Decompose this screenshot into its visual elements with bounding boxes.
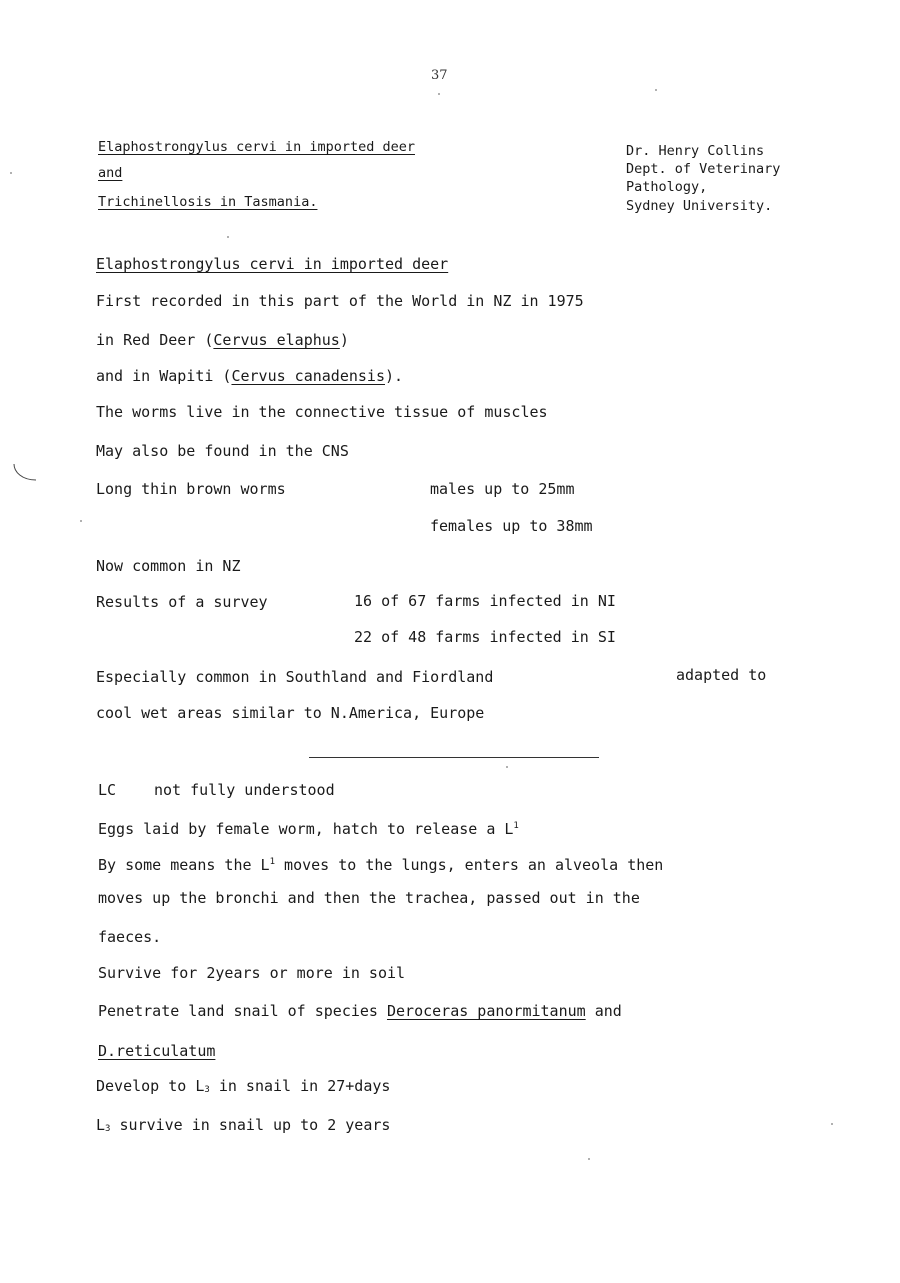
scan-speck — [227, 236, 229, 238]
penetrate-species: Deroceras panormitanum — [386, 1002, 586, 1020]
red-deer-suffix: ) — [339, 331, 349, 349]
penetrate-prefix: Penetrate land snail of species — [98, 1002, 387, 1020]
text-males: males up to 25mm — [430, 480, 575, 498]
author-dept: Dept. of Veterinary — [626, 161, 781, 177]
text-d-reticulatum: D.reticulatum — [98, 1042, 216, 1060]
by-some-superscript: 1 — [269, 857, 276, 867]
wapiti-suffix: ). — [385, 367, 404, 385]
text-eggs — [98, 817, 519, 838]
header-title-line1: Elaphostrongylus cervi in imported deer — [98, 139, 415, 155]
eggs-prefix: Eggs laid by female worm, hatch to release a L — [98, 820, 514, 838]
text-l3-survive — [96, 1116, 390, 1138]
l3-prefix: L — [96, 1116, 106, 1134]
wapiti-prefix: and in Wapiti ( — [96, 367, 232, 385]
text-long-thin: Long thin brown worms — [96, 480, 286, 498]
scan-speck — [80, 520, 82, 522]
red-deer-prefix: in Red Deer ( — [96, 331, 214, 349]
scan-speck — [588, 1158, 590, 1160]
penetrate-suffix: and — [585, 1002, 622, 1020]
author-pathology: Pathology, — [626, 179, 708, 195]
wapiti-species: Cervus canadensis — [231, 367, 385, 385]
author-name: Dr. Henry Collins — [626, 143, 765, 159]
text-common-nz: Now common in NZ — [96, 557, 241, 575]
section-divider — [309, 757, 599, 758]
eggs-superscript: 1 — [513, 821, 519, 831]
scan-speck — [438, 93, 440, 95]
margin-mark — [8, 462, 38, 484]
text-wapiti — [96, 367, 403, 385]
text-first-recorded: First recorded in this part of the World in NZ in 1975 — [96, 292, 584, 310]
develop-prefix: Develop to L — [96, 1077, 205, 1095]
text-survive-soil: Survive for 2years or more in soil — [98, 964, 406, 982]
text-by-some-means — [98, 853, 663, 874]
section-heading: Elaphostrongylus cervi in imported deer — [96, 255, 449, 273]
text-faeces: faeces. — [98, 928, 162, 946]
l3-suffix: survive in snail up to 2 years — [110, 1116, 391, 1134]
text-connective: The worms live in the connective tissue of muscles — [96, 403, 548, 421]
header-title-line3: Trichinellosis in Tasmania. — [98, 194, 318, 210]
scan-speck — [10, 172, 12, 174]
by-some-suffix: moves to the lungs, enters an alveola then — [275, 856, 664, 874]
text-red-deer — [96, 331, 349, 349]
scan-speck — [655, 89, 657, 91]
text-penetrate — [98, 1002, 622, 1020]
text-females: females up to 38mm — [430, 517, 593, 535]
text-develop — [96, 1077, 390, 1099]
scan-speck — [831, 1123, 833, 1125]
lc-text: not fully understood — [154, 781, 335, 799]
text-survey-ni: 16 of 67 farms infected in NI — [354, 592, 616, 610]
develop-suffix: in snail in 27+days — [209, 1077, 391, 1095]
author-university: Sydney University. — [626, 198, 773, 214]
scan-speck — [506, 766, 508, 768]
develop-subscript: 3 — [204, 1085, 210, 1095]
text-cool-wet: cool wet areas similar to N.America, Europe — [96, 704, 485, 722]
text-survey-si: 22 of 48 farms infected in SI — [354, 628, 616, 646]
text-survey-label: Results of a survey — [96, 593, 268, 611]
l3-subscript: 3 — [105, 1124, 111, 1134]
text-moves-up: moves up the bronchi and then the trachea, passed out in the — [98, 889, 640, 907]
text-especially: Especially common in Southland and Fiordland — [96, 668, 494, 686]
page-number: 37 — [431, 68, 448, 83]
header-title-line2: and — [98, 165, 123, 181]
red-deer-species: Cervus elaphus — [213, 331, 340, 349]
text-adapted: adapted to — [676, 666, 767, 684]
lc-label: LC — [98, 781, 117, 799]
by-some-prefix: By some means the L — [98, 856, 270, 874]
text-cns: May also be found in the CNS — [96, 442, 349, 460]
